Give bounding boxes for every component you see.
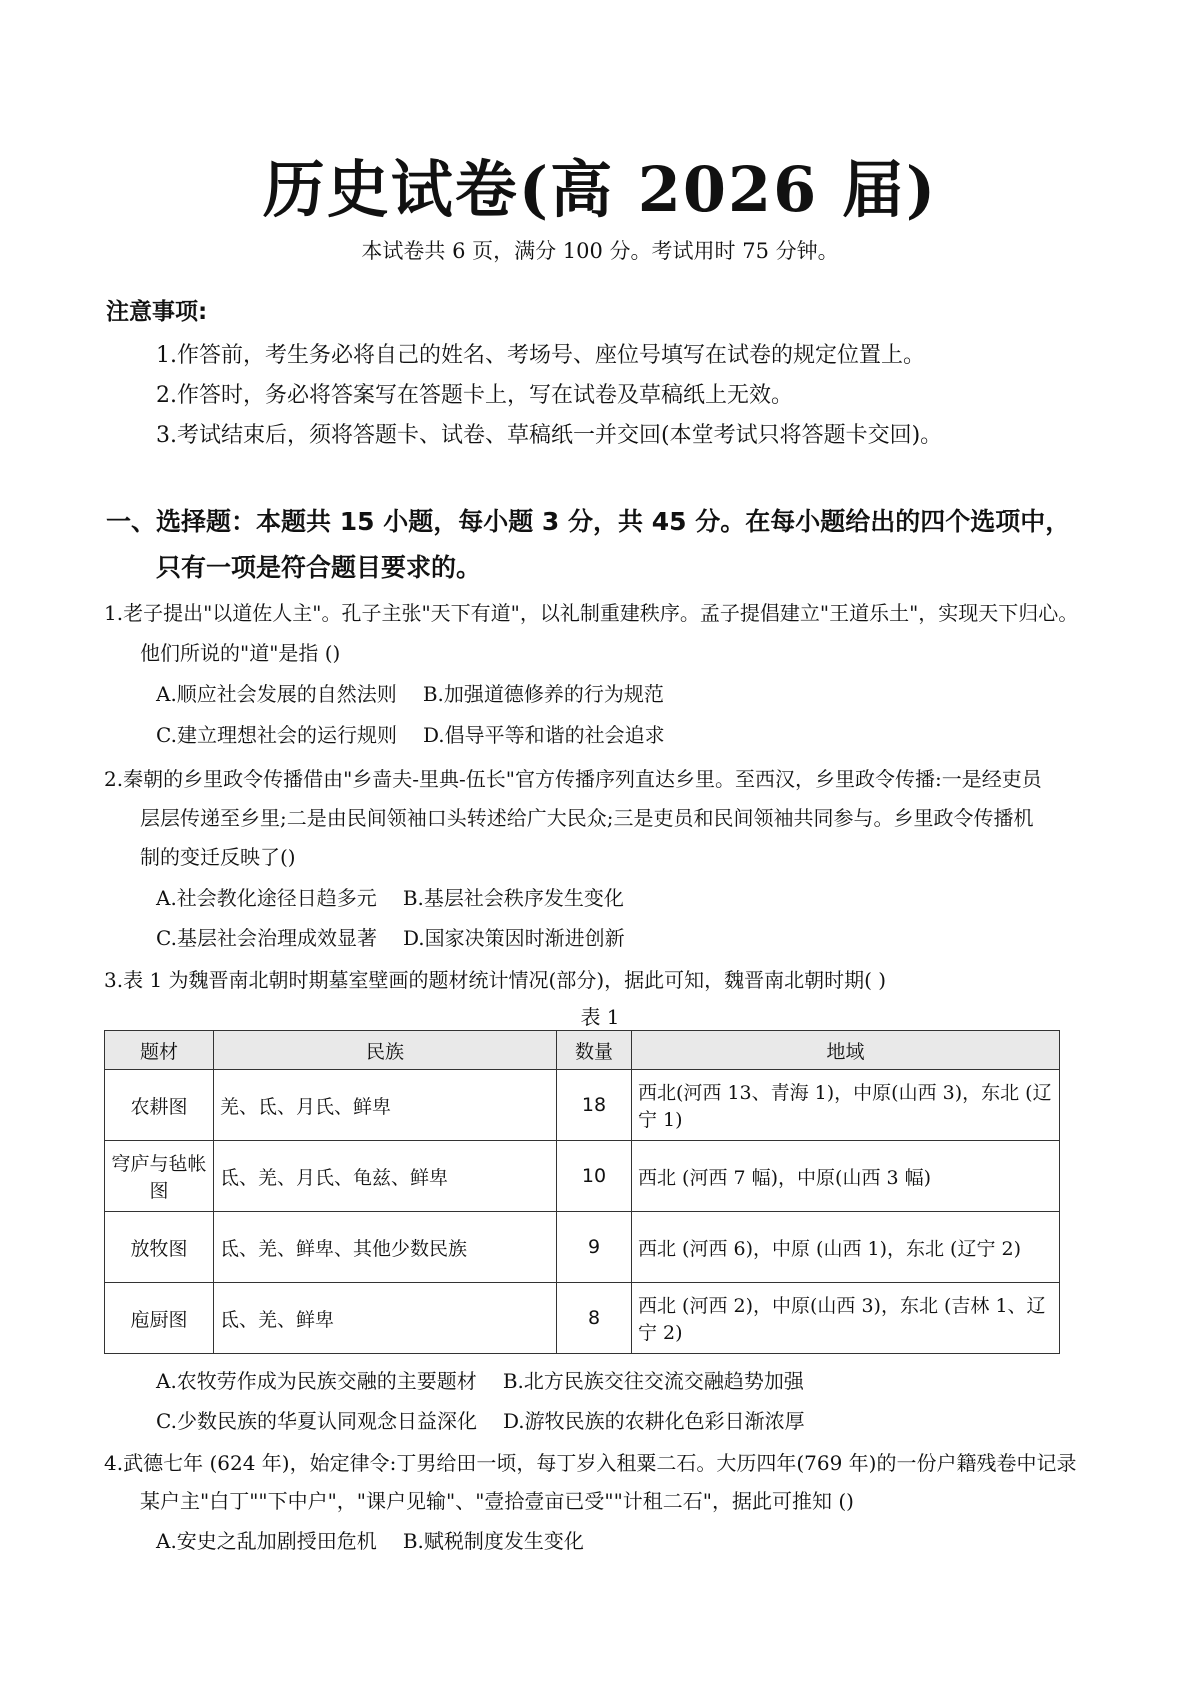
question-3-stem: 3.表 1 为魏晋南北朝时期墓室壁画的题材统计情况(部分)，据此可知，魏晋南北朝时期( ) xyxy=(104,968,887,992)
cell-region: 西北 (河西 2)，中原(山西 3)，东北 (吉林 1、辽宁 2) xyxy=(632,1283,1060,1354)
option-d: D.国家决策因时渐进创新 xyxy=(402,926,625,950)
statistics-table xyxy=(104,1030,1060,1354)
question-3-options xyxy=(156,1366,804,1396)
question-1-options xyxy=(156,720,665,750)
question-4-options xyxy=(156,1526,584,1556)
cell-ethnic: 羌、氐、月氏、鲜卑 xyxy=(214,1070,557,1141)
option-a: A.顺应社会发展的自然法则 xyxy=(156,682,397,706)
question-2-options xyxy=(156,923,625,953)
option-d: D.倡导平等和谐的社会追求 xyxy=(422,723,665,747)
section-heading-cont: 只有一项是符合题目要求的。 xyxy=(156,553,482,582)
question-4-stem: 4.武德七年 (624 年)，始定律令:丁男给田一顷，每丁岁入租粟二石。大历四年(769 年)的一份户籍残卷中记录 xyxy=(104,1451,1077,1475)
cell-subject: 农耕图 xyxy=(105,1070,214,1141)
question-2-stem: 2.秦朝的乡里政令传播借由"乡啬夫-里典-伍长"官方传播序列直达乡里。至西汉，乡里政令传播:一是经吏员 xyxy=(104,767,1042,791)
cell-region: 西北 (河西 6)，中原 (山西 1)，东北 (辽宁 2) xyxy=(632,1212,1060,1283)
cell-count: 8 xyxy=(557,1283,632,1354)
cell-ethnic: 氐、羌、鲜卑 xyxy=(214,1283,557,1354)
header-cell: 数量 xyxy=(557,1031,632,1070)
option-b: B.赋税制度发生变化 xyxy=(402,1529,584,1553)
cell-subject: 穹庐与毡帐图 xyxy=(105,1141,214,1212)
cell-count: 18 xyxy=(557,1070,632,1141)
cell-region: 西北 (河西 7 幅)，中原(山西 3 幅) xyxy=(632,1141,1060,1212)
table-caption: 表 1 xyxy=(580,1005,620,1029)
notice-item: 2.作答时，务必将答案写在答题卡上，写在试卷及草稿纸上无效。 xyxy=(156,383,793,408)
option-b: B.基层社会秩序发生变化 xyxy=(402,886,624,910)
header-cell: 民族 xyxy=(214,1031,557,1070)
question-1-options xyxy=(156,679,664,709)
notice-item: 1.作答前，考生务必将自己的姓名、考场号、座位号填写在试卷的规定位置上。 xyxy=(156,343,925,368)
header-cell: 题材 xyxy=(105,1031,214,1070)
table-row xyxy=(105,1141,1060,1212)
question-3-options xyxy=(156,1406,805,1436)
option-a: A.社会教化途径日趋多元 xyxy=(156,886,377,910)
notice-heading: 注意事项: xyxy=(106,299,208,325)
cell-count: 10 xyxy=(557,1141,632,1212)
table-row xyxy=(105,1070,1060,1141)
table-row xyxy=(105,1283,1060,1354)
option-c: C.少数民族的华夏认同观念日益深化 xyxy=(156,1409,477,1433)
question-2-stem: 层层传递至乡里;二是由民间领袖口头转述给广大民众;三是吏员和民间领袖共同参与。乡里政令传播机 xyxy=(140,806,1034,830)
cell-ethnic: 氐、羌、月氏、龟兹、鲜卑 xyxy=(214,1141,557,1212)
notice-item: 3.考试结束后，须将答题卡、试卷、草稿纸一并交回(本堂考试只将答题卡交回)。 xyxy=(156,423,943,448)
question-1-stem: 1.老子提出"以道佐人主"。孔子主张"天下有道"，以礼制重建秩序。孟子提倡建立"王道乐土"，实现天下归心。 xyxy=(104,601,1079,625)
option-d: D.游牧民族的农耕化色彩日渐浓厚 xyxy=(502,1409,805,1433)
header-cell: 地域 xyxy=(632,1031,1060,1070)
option-a: A.安史之乱加剧授田危机 xyxy=(156,1529,377,1553)
section-heading: 一、选择题：本题共 15 小题，每小题 3 分，共 45 分。在每小题给出的四个选项中， xyxy=(106,507,1071,536)
cell-count: 9 xyxy=(557,1212,632,1283)
cell-region: 西北(河西 13、青海 1)，中原(山西 3)，东北 (辽宁 1) xyxy=(632,1070,1060,1141)
option-b: B.北方民族交往交流交融趋势加强 xyxy=(502,1369,804,1393)
table-row xyxy=(105,1212,1060,1283)
cell-subject: 放牧图 xyxy=(105,1212,214,1283)
question-1-stem: 他们所说的"道"是指 () xyxy=(140,641,341,665)
exam-info: 本试卷共 6 页，满分 100 分。考试用时 75 分钟。 xyxy=(361,239,839,263)
option-b: B.加强道德修养的行为规范 xyxy=(422,682,664,706)
option-c: C.建立理想社会的运行规则 xyxy=(156,723,397,747)
question-4-stem: 某户主"白丁""下中户"，"课户见输"、"壹拾壹亩已受""计租二石"，据此可推知 () xyxy=(140,1489,854,1513)
option-a: A.农牧劳作成为民族交融的主要题材 xyxy=(156,1369,477,1393)
page-title: 历史试卷(高 2026 届) xyxy=(262,153,938,226)
question-2-options xyxy=(156,883,624,913)
question-2-stem: 制的变迁反映了() xyxy=(140,845,296,869)
table-header-row xyxy=(105,1031,1060,1070)
cell-ethnic: 氐、羌、鲜卑、其他少数民族 xyxy=(214,1212,557,1283)
option-c: C.基层社会治理成效显著 xyxy=(156,926,377,950)
cell-subject: 庖厨图 xyxy=(105,1283,214,1354)
